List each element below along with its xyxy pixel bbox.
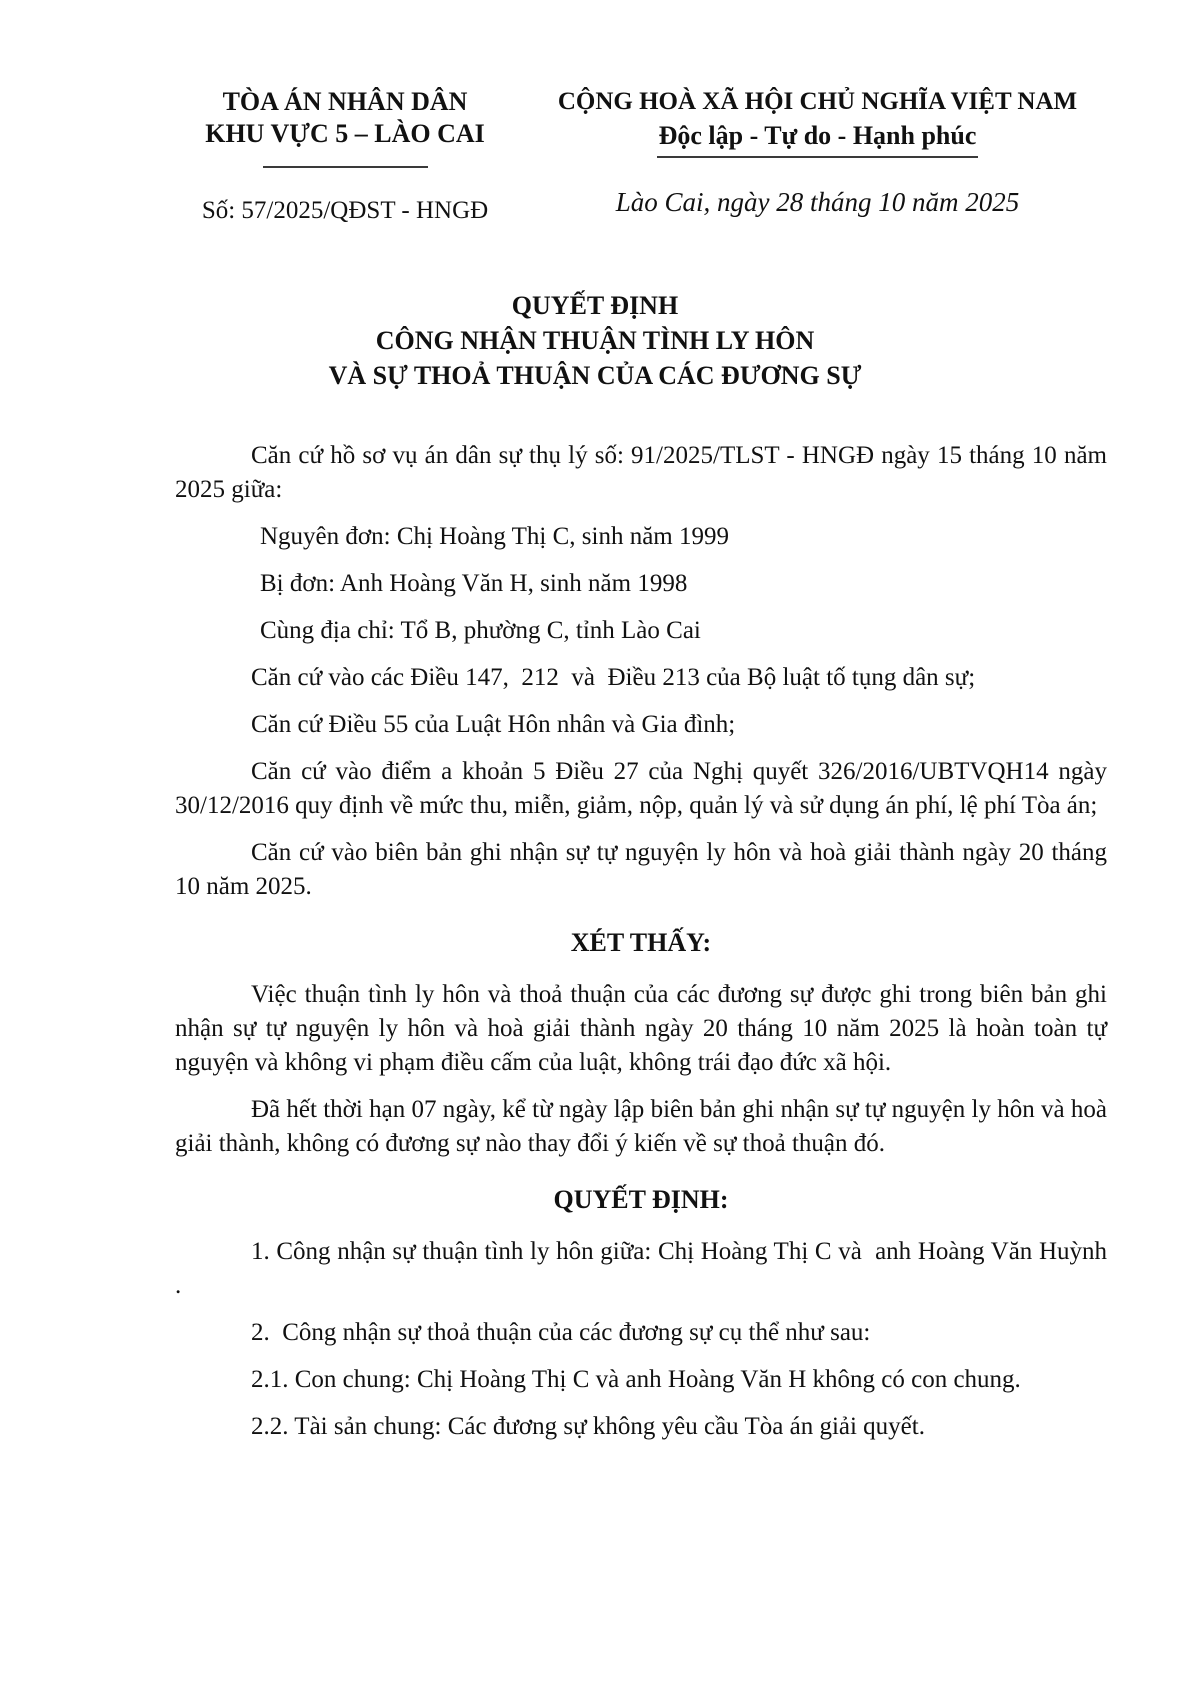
preamble-paragraph-basis: Căn cứ hồ sơ vụ án dân sự thụ lý số: 91/2025/TLST - HNGĐ ngày 15 tháng 10 năm 2025 giữa: bbox=[175, 442, 1114, 503]
header-divider-line bbox=[263, 166, 428, 168]
place-date-line: Lào Cai, ngày 28 tháng 10 năm 2025 bbox=[615, 187, 1020, 217]
court-name-line1: TÒA ÁN NHÂN DÂN bbox=[222, 87, 468, 116]
preamble-paragraph-articles: Căn cứ vào các Điều 147, 212 và Điều 213 của Bộ luật tố tụng dân sự; bbox=[251, 664, 976, 691]
motto-wrap bbox=[540, 120, 1095, 158]
decision-item-1: 1. Công nhận sự thuận tình ly hôn giữa: Chị Hoàng Thị C và anh Hoàng Văn Huỳnh . bbox=[175, 1238, 1114, 1299]
preamble-paragraph-record: Căn cứ vào biên bản ghi nhận sự tự nguyện ly hôn và hoà giải thành ngày 20 tháng 10 năm 2025. bbox=[175, 839, 1114, 900]
plaintiff-line: Nguyên đơn: Chị Hoàng Thị C, sinh năm 1999 bbox=[260, 523, 729, 550]
decision-item-2: 2. Công nhận sự thoả thuận của các đương sự cụ thể như sau: bbox=[251, 1319, 871, 1346]
document-title bbox=[0, 288, 1190, 393]
court-header-block bbox=[175, 86, 515, 226]
document-header bbox=[175, 86, 1095, 226]
preamble-paragraph-article55: Căn cứ Điều 55 của Luật Hôn nhân và Gia đình; bbox=[251, 711, 736, 738]
decision-item-2-1: 2.1. Con chung: Chị Hoàng Thị C và anh Hoàng Văn H không có con chung. bbox=[251, 1366, 1021, 1393]
section-heading-xet-thay: XÉT THẤY: bbox=[570, 928, 712, 957]
decision-item-2-2: 2.2. Tài sản chung: Các đương sự không yêu cầu Tòa án giải quyết. bbox=[251, 1413, 925, 1440]
national-name-line: CỘNG HOÀ XÃ HỘI CHỦ NGHĨA VIỆT NAM bbox=[557, 88, 1078, 115]
title-line2: CÔNG NHẬN THUẬN TÌNH LY HÔN bbox=[375, 326, 815, 355]
national-motto: Độc lập - Tự do - Hạnh phúc bbox=[657, 120, 979, 158]
preamble-paragraph-resolution: Căn cứ vào điểm a khoản 5 Điều 27 của Nghị quyết 326/2016/UBTVQH14 ngày 30/12/2016 quy định về mức thu, miễn, giảm, nộp, quản lý và sử dụng án phí, lệ phí Tòa án; bbox=[175, 758, 1114, 819]
address-line: Cùng địa chỉ: Tổ B, phường C, tỉnh Lào Cai bbox=[260, 617, 701, 644]
national-header-block bbox=[540, 86, 1095, 226]
document-number: Số: 57/2025/QĐST - HNGĐ bbox=[201, 197, 489, 224]
court-name-line2: KHU VỰC 5 – LÀO CAI bbox=[205, 119, 485, 148]
title-line1: QUYẾT ĐỊNH bbox=[511, 291, 679, 320]
xet-thay-paragraph-2: Đã hết thời hạn 07 ngày, kể từ ngày lập biên bản ghi nhận sự tự nguyện ly hôn và hoà giải thành, không có đương sự nào thay đổi ý kiến về sự thoả thuận đó. bbox=[175, 1096, 1114, 1157]
section-heading-quyet-dinh: QUYẾT ĐỊNH: bbox=[553, 1185, 729, 1214]
document-body bbox=[175, 439, 1114, 1444]
defendant-line: Bị đơn: Anh Hoàng Văn H, sinh năm 1998 bbox=[260, 570, 688, 597]
xet-thay-paragraph-1: Việc thuận tình ly hôn và thoả thuận của các đương sự được ghi trong biên bản ghi nhận sự tự nguyện ly hôn và hoà giải thành ngày 20 tháng 10 năm 2025 là hoàn toàn tự nguyện và không vi phạm điều cấm của luật, không trái đạo đức xã hội. bbox=[175, 981, 1114, 1076]
title-line3: VÀ SỰ THOẢ THUẬN CỦA CÁC ĐƯƠNG SỰ bbox=[328, 361, 862, 390]
